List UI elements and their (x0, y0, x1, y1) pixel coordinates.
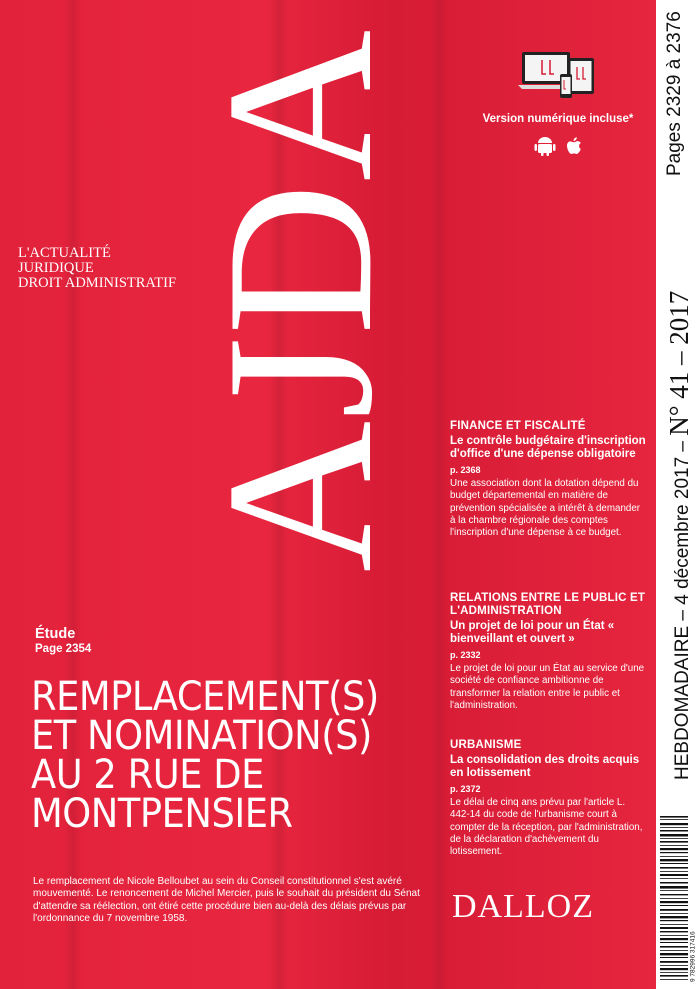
headline-line: MONTPENSIER (31, 791, 293, 837)
headline-line: ET NOMINATION(S) (31, 713, 372, 759)
tagline-line: L'ACTUALITÉ (18, 245, 111, 261)
headline-line: REMPLACEMENT(S) (31, 674, 379, 720)
spine-issue-number: N° 41 – 2017 (664, 290, 694, 436)
tagline-line: DROIT ADMINISTRATIF (18, 275, 177, 291)
spine-issue (664, 291, 695, 780)
spine-issue-date: HEBDOMADAIRE – 4 décembre 2017 – (672, 435, 693, 780)
spine-pages: Pages 2329 à 2376 (664, 11, 685, 176)
journal-tagline (18, 246, 176, 291)
feature-headline (31, 674, 409, 837)
journal-logo: AJDA (184, 27, 416, 573)
feature-intro: Le remplacement de Nicole Belloubet au sein du Conseil constitutionnel s'est avéré mouvementé. Le renoncement de Michel Mercier, puis le souhait du président du Sénat d'attendre sa réélection, ont étiré cette procédure bien au-delà des délais prévus par l'ordonnance du 7 novembre 1958. (33, 876, 420, 924)
side-section (450, 420, 646, 539)
section-title: Le contrôle budgétaire d'inscription d'office d'une dépense obligatoire (450, 435, 646, 460)
section-rubric: RELATIONS ENTRE LE PUBLIC ET L'ADMINISTRATION (450, 592, 646, 617)
feature-kicker-block (35, 626, 91, 655)
side-section (450, 739, 646, 858)
feature-page: Page 2354 (35, 643, 92, 655)
digital-version-label: Version numérique incluse* (482, 113, 634, 125)
phone-icon (560, 74, 572, 98)
headline-line: AU 2 RUE DE (31, 752, 264, 798)
section-text: Une association dont la dotation dépend du budget départemental en matière de prévention spécialisée a intérêt à demander à la chambre régionale des comptes l'inscription d'une dépense à ce budget. (450, 478, 641, 539)
android-icon (535, 137, 556, 156)
barcode-number: 9 782996 317416 (689, 931, 697, 982)
fold-shadow (64, 0, 82, 989)
side-section (450, 592, 646, 712)
section-page: p. 2372 (450, 784, 481, 794)
section-title: La consolidation des droits acquis en lotissement (450, 754, 640, 779)
publisher-logo: DALLOZ (452, 888, 594, 925)
tagline-line: JURIDIQUE (18, 260, 94, 276)
section-rubric: URBANISME (450, 739, 522, 751)
section-text: Le délai de cinq ans prévu par l'article L. 442-14 du code de l'urbanisme court à compter de la réception, par l'administration, de la déclaration d'achèvement du lotissement. (450, 797, 643, 858)
barcode (656, 810, 699, 988)
platform-icons (534, 135, 584, 157)
apple-icon (567, 137, 581, 154)
section-page: p. 2368 (450, 465, 481, 475)
fold-shadow (430, 0, 448, 989)
devices-illustration (518, 50, 598, 102)
feature-kicker: Étude (35, 626, 76, 642)
section-rubric: FINANCE ET FISCALITÉ (450, 420, 586, 432)
section-text: Le projet de loi pour un État au service d'une société de confiance ambitionne de transformer la relation entre le public et l'administration. (450, 663, 645, 711)
section-page: p. 2332 (450, 650, 481, 660)
section-title: Un projet de loi pour un État « bienveillant et ouvert » (450, 620, 615, 645)
